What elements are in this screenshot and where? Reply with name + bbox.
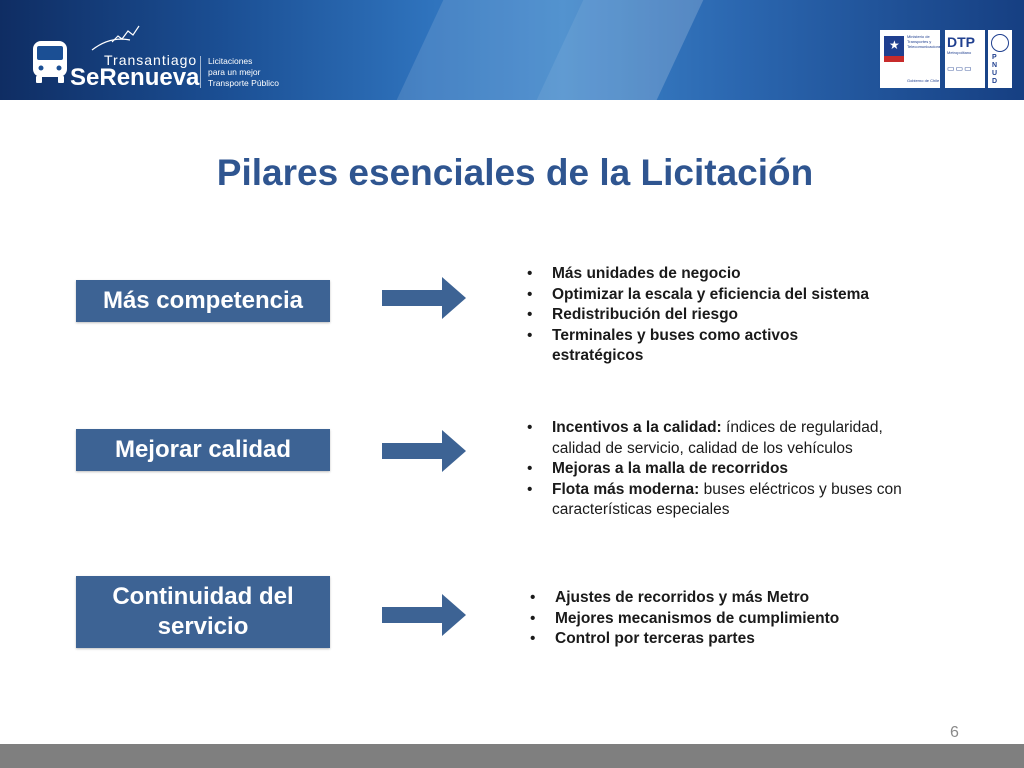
bullet-list-continuidad — [529, 588, 929, 650]
brand-sub-line-2: para un mejor — [208, 67, 261, 77]
list-item: • Redistribución del riesgo — [526, 305, 926, 326]
brand-sub-line-1: Licitaciones — [208, 56, 253, 66]
bullet-list-calidad — [526, 418, 926, 521]
dtp-logo-text: DTP — [947, 34, 975, 50]
transport-icons: ▭▭▭ — [947, 64, 973, 73]
list-item: • Más unidades de negocio — [526, 264, 926, 285]
brand-subtitle — [208, 56, 279, 89]
brand-divider — [200, 56, 201, 88]
bus-icon — [32, 40, 68, 84]
header-banner — [0, 0, 1024, 100]
brand-sub-line-3: Transporte Público — [208, 78, 280, 88]
dtp-logo-subtitle: Metropolitano — [947, 50, 972, 55]
gobierno-logo-footer: Gobierno de Chile — [907, 78, 940, 83]
list-item: • Mejores mecanismos de cumplimiento — [529, 609, 929, 630]
pnud-logo-text: PNUD — [992, 54, 998, 85]
list-item: • Flota más moderna: buses eléctricos y buses con características especiales — [526, 480, 932, 521]
footer-bar — [0, 744, 1024, 768]
dtp-logo — [945, 30, 985, 88]
slide-title: Pilares esenciales de la Licitación — [216, 152, 814, 193]
un-emblem-icon — [991, 34, 1009, 52]
gobierno-logo-text: Ministerio de Transportes y Telecomunicaciones — [907, 34, 944, 49]
list-item: • Optimizar la escala y eficiencia del sistema — [526, 285, 926, 306]
brand-top-text: Transantiago — [104, 52, 198, 68]
list-item: • Mejoras a la malla de recorridos — [526, 459, 926, 480]
arrow-right-icon — [382, 277, 466, 319]
pillar-box-competencia: Más competencia — [76, 280, 330, 322]
pillar-box-continuidad: Continuidad del servicio — [76, 576, 330, 648]
brand-main-text: SeRenueva — [70, 64, 200, 91]
page-number: 6 — [950, 724, 959, 741]
birds-icon — [90, 24, 150, 52]
list-item: • Ajustes de recorridos y más Metro — [529, 588, 929, 609]
list-item: • Incentivos a la calidad: índices de regularidad, calidad de servicio, calidad de los vehículos — [526, 418, 926, 459]
arrow-right-icon — [382, 430, 466, 472]
list-item: • Control por terceras partes — [529, 629, 929, 650]
list-item: • Terminales y buses como activos estratégicos — [526, 326, 852, 367]
pillar-box-calidad: Mejorar calidad — [76, 429, 330, 471]
pnud-logo — [988, 30, 1012, 88]
bullet-list-competencia — [526, 264, 926, 367]
arrow-right-icon — [382, 594, 466, 636]
gobierno-logo: ★ Ministerio de Transportes y Telecomunicaciones Gobierno de Chile — [880, 30, 940, 88]
